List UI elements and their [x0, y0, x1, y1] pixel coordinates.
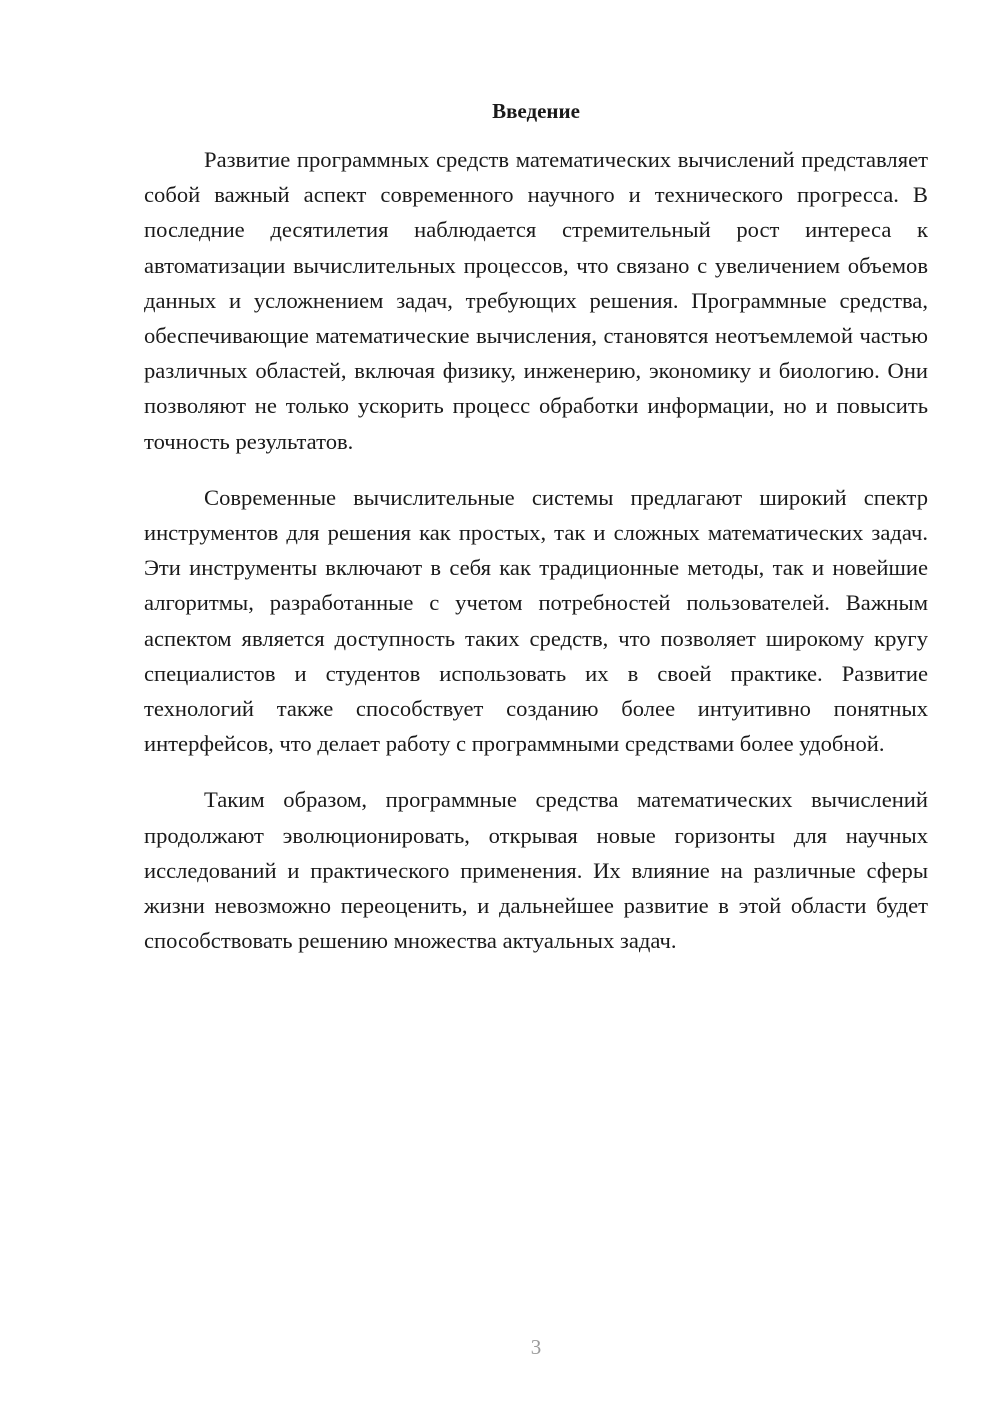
page-number: 3: [530, 1335, 542, 1359]
body-text: [144, 142, 928, 979]
paragraph-2: Современные вычислительные системы предлагают широкий спектр инструментов для решения как простых, так и сложных математических задач. Эти инструменты включают в себя как традиционные методы, так и новейшие алгоритмы, разработанные с учетом потребностей пользователей. Важным аспектом является доступность таких средств, что позволяет широкому кругу специалистов и студентов использовать их в своей практике. Развитие технологий также способствует созданию более интуитивно понятных интерфейсов, что делает работу с программными средствами более удобной.: [144, 484, 928, 757]
paragraph-1: Развитие программных средств математических вычислений представляет собой важный аспект современного научного и технического прогресса. В последние десятилетия наблюдается стремительный рост интереса к автоматизации вычислительных процессов, что связано с увеличением объемов данных и усложнением задач, требующих решения. Программные средства, обеспечивающие математические вычисления, становятся неотъемлемой частью различных областей, включая физику, инженерию, экономику и биологию. Они позволяют не только ускорить процесс обработки информации, но и повысить точность результатов.: [144, 147, 928, 454]
section-heading: Введение: [492, 99, 580, 123]
paragraph-3: Таким образом, программные средства математических вычислений продолжают эволюционировать, открывая новые горизонты для научных исследований и практического применения. Их влияние на различные сферы жизни невозможно переоценить, и дальнейшее развитие в этой области будет способствовать решению множества актуальных задач.: [144, 787, 928, 954]
